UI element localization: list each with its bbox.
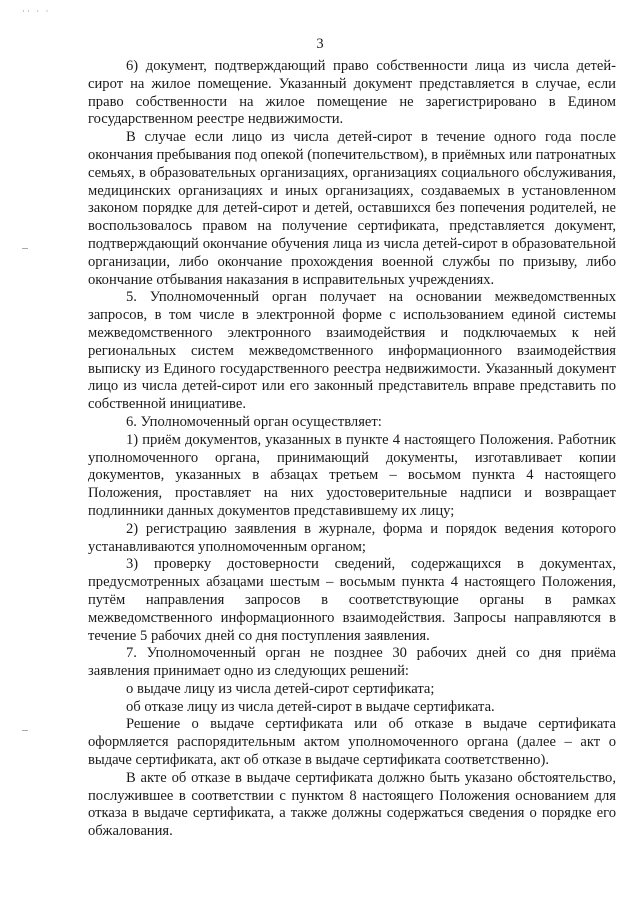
paragraph: Решение о выдаче сертификата или об отказе в выдаче сертификата оформляется распорядительным актом уполномоченного органа (далее – акт о выдаче сертификата, акт об отказе в выдаче сертификата соответственно). bbox=[88, 716, 616, 769]
paragraph: об отказе лицу из числа детей-сирот в выдаче сертификата. bbox=[126, 698, 495, 715]
corner-mark: ·· · · bbox=[22, 6, 51, 16]
paragraph: о выдаче лицу из числа детей-сирот сертификата; bbox=[126, 680, 435, 697]
paragraph: 3) проверку достоверности сведений, содержащихся в документах, предусмотренных абзацами шестым – восьмым пункта 4 настоящего Положения, путём направления запросов в соответствующие органы в рамках межведомственного информационного взаимодействия. Запросы направляются в течение 5 рабочих дней со дня поступления заявления. bbox=[88, 556, 616, 644]
paragraph: В случае если лицо из числа детей-сирот в течение одного года после окончания пребывания под опекой (попечительством), в приёмных или патронатных семьях, в образовательных организациях, организациях социального обслуживания, медицинских организациях и иных организациях, создаваемых в установленном законом порядке для детей-сирот и детей, оставшихся без попечения родителей, не воспользовалось правом на получение сертификата, представляется документ, подтверждающий окончание обучения лица из числа детей-сирот в образовательной организации, либо окончание прохождения военной службы по призыву, либо окончание отбывания наказания в исправительных учреждениях. bbox=[88, 129, 616, 288]
paragraph: 5. Уполномоченный орган получает на основании межведомственных запросов, в том числе в электронной форме с использованием единой системы межведомственного электронного взаимодействия и подключаемых к ней региональных систем межведомственного информационного взаимодействия выписку из Единого государственного реестра недвижимости. Указанный документ лицо из числа детей-сирот или его законный представитель вправе представить по собственной инициативе. bbox=[88, 289, 616, 413]
page-number: 3 bbox=[316, 36, 324, 52]
paragraph: 2) регистрацию заявления в журнале, форма и порядок ведения которого устанавливаются уполномоченным органом; bbox=[88, 520, 616, 555]
paragraph: 6) документ, подтверждающий право собственности лица из числа детей-сирот на жилое помещение. Указанный документ представляется в случае, если право собственности на жилое помещение не зарегистрировано в Едином государственном реестре недвижимости. bbox=[88, 58, 616, 128]
document-body bbox=[88, 58, 616, 841]
paragraph: 7. Уполномоченный орган не позднее 30 рабочих дней со дня приёма заявления принимает одно из следующих решений: bbox=[88, 645, 616, 680]
paragraph: 6. Уполномоченный орган осуществляет: bbox=[126, 413, 382, 430]
paragraph: В акте об отказе в выдаче сертификата должно быть указано обстоятельство, послужившее в соответствии с пунктом 8 настоящего Положения основанием для отказа в выдаче сертификата, а также должны содержаться сведения о порядке его обжалования. bbox=[88, 769, 616, 840]
paragraph: 1) приём документов, указанных в пункте 4 настоящего Положения. Работник уполномоченного органа, принимающий документы, изготавливает копии документов, указанных в абзацах третьем – восьмом пункта 4 настоящего Положения, проставляет на них удостоверительные надписи и возвращает подлинники данных документов представившему их лицу; bbox=[88, 431, 616, 519]
margin-mark bbox=[22, 248, 28, 249]
margin-mark bbox=[22, 730, 28, 731]
